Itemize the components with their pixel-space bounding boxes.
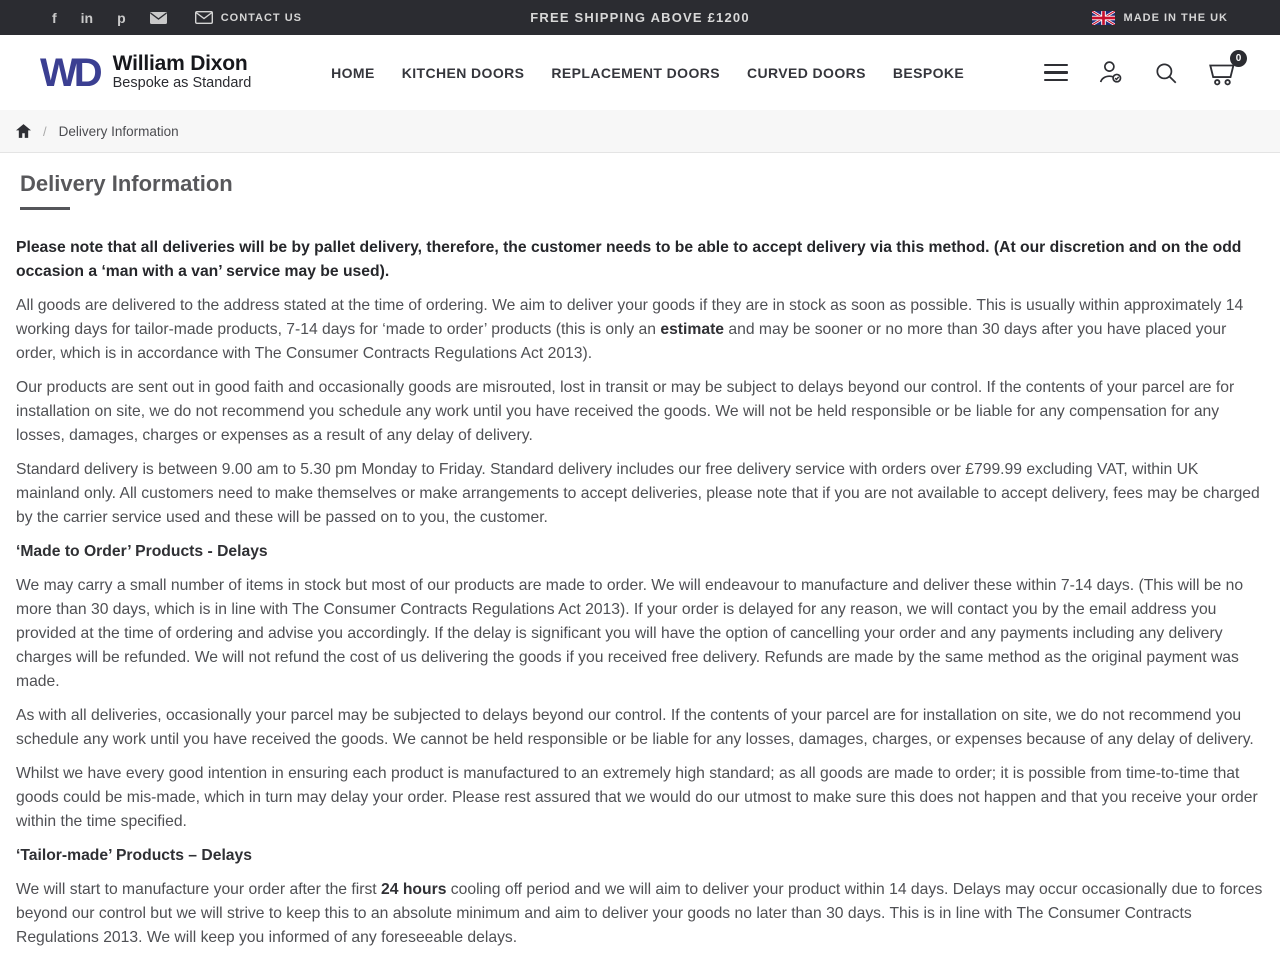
cart-button[interactable] [1208, 52, 1242, 87]
account-button[interactable] [1097, 59, 1124, 86]
contact-us-label: CONTACT US [220, 11, 302, 24]
content-blocks [16, 236, 1264, 950]
logo-monogram: WD [40, 50, 99, 95]
paragraph: All goods are delivered to the address stated at the time of ordering. We aim to deliver your goods if they are in stock as soon as possible. This is usually within approximately 14 working days for tailor-made products, 7-14 days for ‘made to order’ products (this is only an estimate and may be sooner or no more than 30 days after you have placed your order, which is in accordance with The Consumer Contracts Regulations Act 2013). [16, 296, 1244, 362]
topbar-social-links [52, 11, 302, 25]
title-underline [20, 207, 70, 210]
menu-button[interactable] [1044, 64, 1068, 82]
nav-item-replacement-doors[interactable]: REPLACEMENT DOORS [551, 64, 720, 81]
nav-item-home[interactable]: HOME [331, 64, 375, 81]
breadcrumb-current: Delivery Information [58, 123, 179, 139]
paragraph: We may carry a small number of items in stock but most of our products are made to order. We will endeavour to manufacture and deliver these within 7-14 days. (This will be no more than 30 days, which is in line with The Consumer Contracts Regulations Act 2013). If your order is delayed for any reason, we will contact you by the email address you provided at the time of ordering and advise you accordingly. If the delay is significant you will have the option of cancelling your order and any payments including any delivery charges will be refunded. We will not refund the cost of us delivering the goods if you received free delivery. Refunds are made by the same method as the original payment was made. [16, 576, 1244, 690]
search-button[interactable] [1153, 60, 1179, 86]
hamburger-icon [1044, 64, 1068, 82]
breadcrumb-separator: / [43, 123, 47, 139]
free-shipping-banner: FREE SHIPPING ABOVE £1200 [530, 10, 750, 25]
cart-count-badge: 0 [1230, 50, 1247, 67]
main-content [0, 153, 1280, 950]
site-header [0, 35, 1280, 110]
paragraph: Whilst we have every good intention in ensuring each product is manufactured to an extremely high standard; as all goods are made to order; it is possible from time-to-time that goods could be mis-made, which in turn may delay your order. Please rest assured that we would do our utmost to make sure this does not happen and that you receive your order within the time specified. [16, 764, 1258, 830]
paragraph: As with all deliveries, occasionally your parcel may be subjected to delays beyond our control. If the contents of your parcel are for installation on site, we do not recommend you schedule any work until you have received the goods. We cannot be held responsible or be liable for any losses, damages, charges, or expenses because of any delay of delivery. [16, 706, 1254, 748]
section-heading: ‘Tailor-made’ Products – Delays [16, 846, 252, 864]
paragraph: We will start to manufacture your order after the first 24 hours cooling off period and we will aim to deliver your product within 14 days. Delays may occur occasionally due to forces beyond our control but we will strive to keep this to an absolute minimum and aim to deliver your goods no later than 30 days. This is in line with The Consumer Contracts Regulations 2013. We will keep you informed of any foreseeable delays. [16, 880, 1263, 946]
paragraph: Standard delivery is between 9.00 am to 5.30 pm Monday to Friday. Standard delivery includes our free delivery service with orders over £799.99 excluding VAT, within UK mainland only. All customers need to make themselves or make arrangements to accept deliveries, please note that if you are not available to accept delivery, fees may be charged by the carrier service used and these will be passed on to you, the customer. [16, 460, 1260, 526]
facebook-icon[interactable]: f [52, 9, 57, 26]
page-title: Delivery Information [20, 171, 233, 196]
paragraph: Please note that all deliveries will be by pallet delivery, therefore, the customer needs to be able to accept delivery via this method. (At our discretion and on the odd occasion a ‘man with a van’ service may be used). [16, 238, 1242, 280]
linkedin-icon[interactable]: in [80, 9, 94, 26]
search-icon [1153, 60, 1179, 86]
home-icon[interactable] [16, 124, 31, 138]
email-icon[interactable] [150, 12, 167, 24]
main-nav [251, 65, 1044, 81]
paragraph: Our products are sent out in good faith and occasionally goods are misrouted, lost in transit or may be subject to delays beyond our control. If the contents of your parcel are for installation on site, we do not recommend you schedule any work until you have received the goods. We will not be held responsible or be liable for any compensation for any losses, damages, charges or expenses as a result of any delay of delivery. [16, 378, 1235, 444]
pinterest-icon[interactable]: p [117, 9, 126, 26]
topbar [0, 0, 1280, 35]
nav-item-curved-doors[interactable]: CURVED DOORS [746, 64, 866, 81]
breadcrumb [0, 110, 1280, 153]
section-heading: ‘Made to Order’ Products - Delays [16, 542, 268, 560]
site-logo[interactable] [40, 50, 252, 95]
logo-title: William Dixon [112, 52, 248, 76]
header-actions [1044, 52, 1242, 87]
made-in-uk-badge [1092, 11, 1228, 25]
logo-tagline: Bespoke as Standard [112, 75, 252, 92]
envelope-icon [195, 11, 213, 24]
nav-item-bespoke[interactable]: BESPOKE [892, 64, 965, 81]
user-check-icon [1097, 59, 1124, 86]
made-in-uk-label: MADE IN THE UK [1123, 11, 1228, 24]
contact-us-link[interactable] [195, 11, 302, 24]
nav-item-kitchen-doors[interactable]: KITCHEN DOORS [401, 64, 525, 81]
uk-flag-icon [1092, 11, 1115, 25]
